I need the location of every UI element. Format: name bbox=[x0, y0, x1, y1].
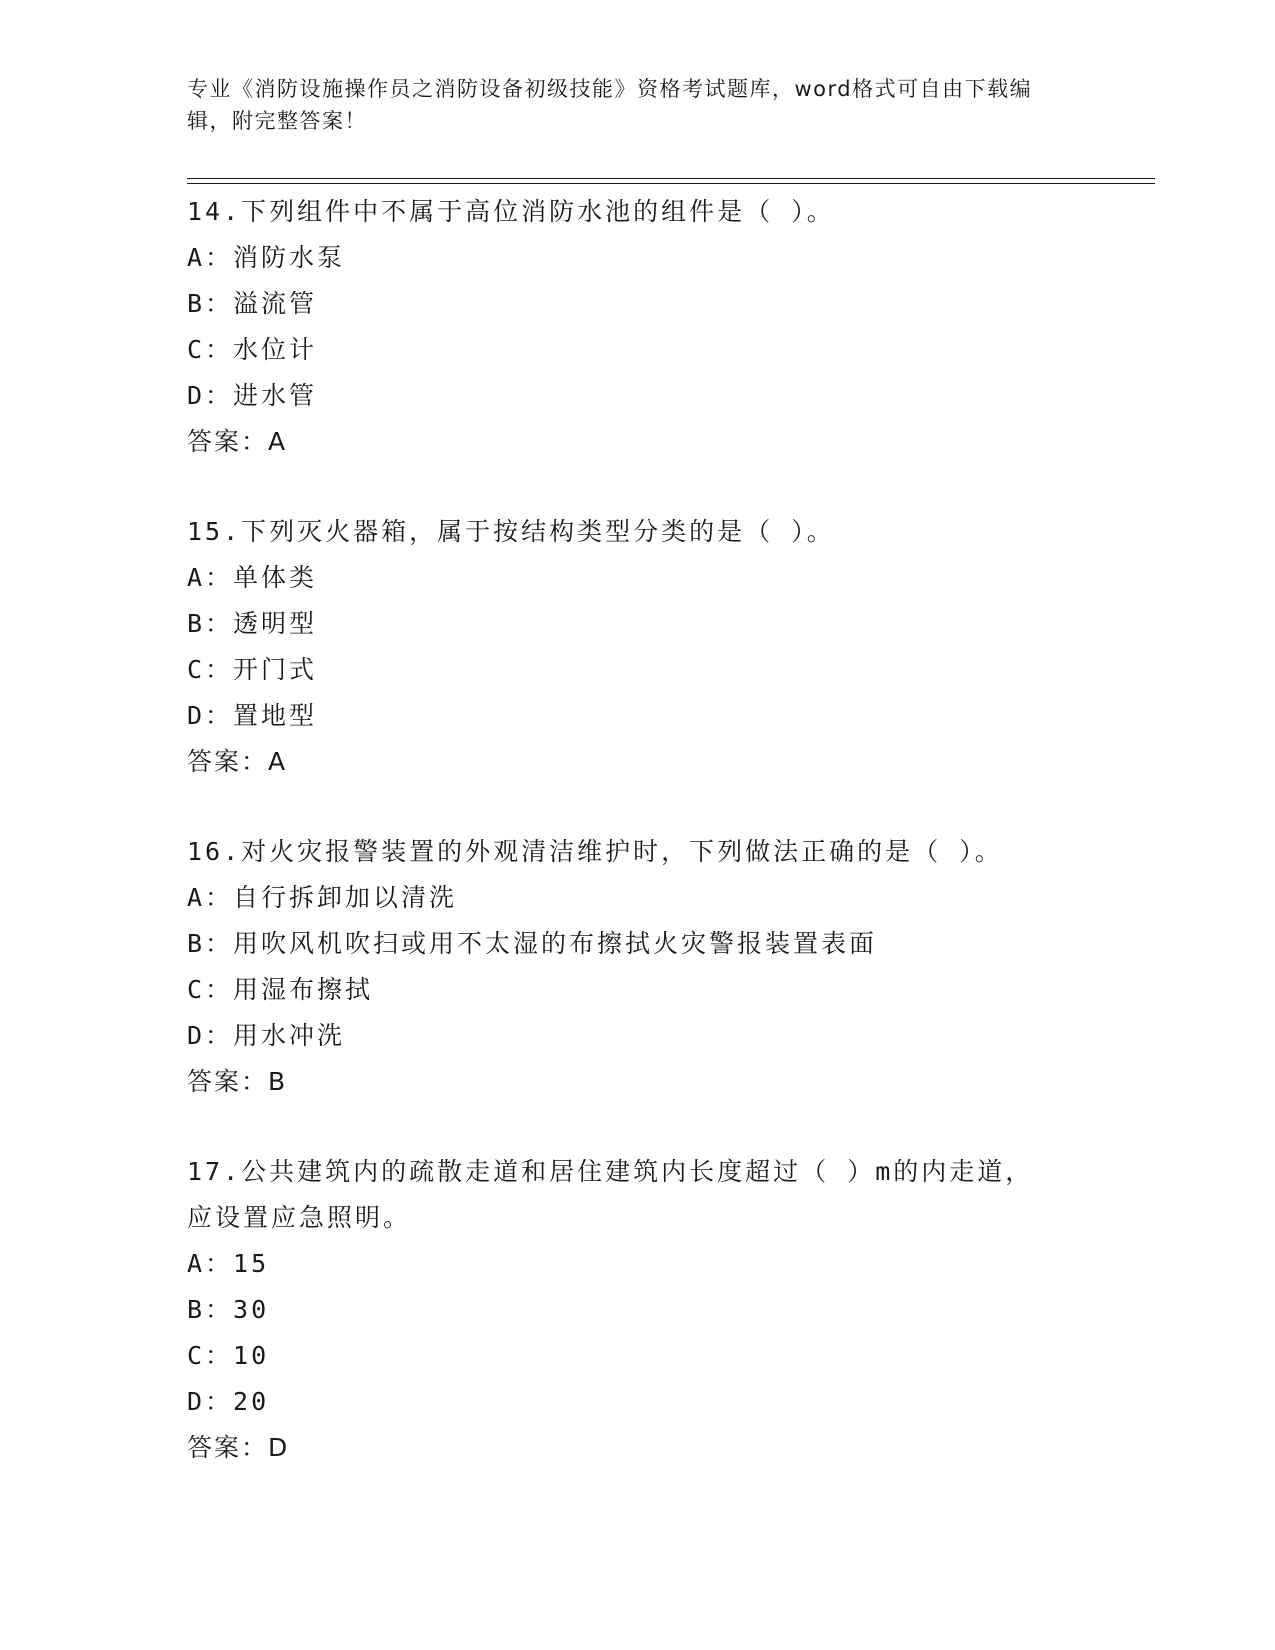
option-a: A：自行拆卸加以清洗 bbox=[187, 883, 458, 912]
answer-label: 答案：D bbox=[187, 1433, 290, 1462]
option-b: B：透明型 bbox=[187, 609, 318, 638]
question-17 bbox=[187, 1149, 1077, 1471]
option-a: A：15 bbox=[187, 1249, 270, 1278]
divider-line bbox=[187, 178, 1155, 179]
option-d: D：用水冲洗 bbox=[187, 1021, 346, 1050]
option-c: C：开门式 bbox=[187, 655, 318, 684]
question-stem: 15.下列灭火器箱，属于按结构类型分类的是（ ）。 bbox=[187, 517, 835, 546]
question-stem: 14.下列组件中不属于高位消防水池的组件是（ ）。 bbox=[187, 197, 835, 226]
answer-label: 答案：A bbox=[187, 427, 288, 456]
option-b: B：溢流管 bbox=[187, 289, 318, 318]
option-c: C：10 bbox=[187, 1341, 270, 1370]
question-16 bbox=[187, 829, 1077, 1105]
option-a: A：单体类 bbox=[187, 563, 318, 592]
option-b: B：30 bbox=[187, 1295, 270, 1324]
question-stem-line-1: 17.公共建筑内的疏散走道和居住建筑内长度超过（ ）m的内走道， bbox=[187, 1157, 1034, 1186]
option-b: B：用吹风机吹扫或用不太湿的布擦拭火灾警报装置表面 bbox=[187, 929, 878, 958]
question-15 bbox=[187, 509, 1077, 785]
option-d: D：置地型 bbox=[187, 701, 318, 730]
option-a: A：消防水泵 bbox=[187, 243, 346, 272]
option-d: D：20 bbox=[187, 1387, 270, 1416]
option-d: D：进水管 bbox=[187, 381, 318, 410]
question-stem-line-2: 应设置应急照明。 bbox=[187, 1203, 412, 1232]
option-c: C：水位计 bbox=[187, 335, 318, 364]
question-stem: 16.对火灾报警装置的外观清洁维护时，下列做法正确的是（ ）。 bbox=[187, 837, 1003, 866]
divider-line bbox=[187, 183, 1155, 184]
question-14 bbox=[187, 189, 1077, 465]
document-intro: 专业《消防设施操作员之消防设备初级技能》资格考试题库，word格式可自由下载编辑，附完整答案！ bbox=[187, 77, 1033, 133]
option-c: C：用湿布擦拭 bbox=[187, 975, 374, 1004]
answer-label: 答案：A bbox=[187, 747, 288, 776]
answer-label: 答案：B bbox=[187, 1067, 288, 1096]
